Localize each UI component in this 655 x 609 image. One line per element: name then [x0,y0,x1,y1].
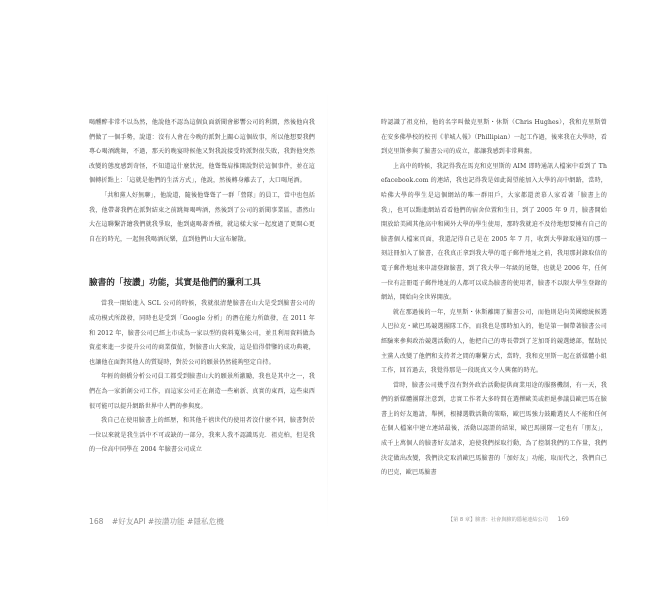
footer-tags: #好友API #按讚功能 #隱私危機 [111,517,224,526]
page-number: 169 [557,516,569,523]
paragraph: 時認識了祖克柏，他的名字叫做克里斯・休斯（Chris Hughes），我和克里斯曾在安多佛學校的校刊《菲城人報》（Phillipian）一起工作過，後來我在大學時，看到克里斯參與了臉書公司的成立，都讓我感到非常興奮。 [381,119,607,156]
paragraph: 當我一開始進入 SCL 公司的時候，我就很清楚臉書在山大是受到臉書公司的成功模式所啟發，同時也是受到「Google 分析」的潛在能力所啟發，在 2011 年和 2012 年，臉書公司已經上市成為一家以型的資料蒐集公司，並且利用資料做為資產來進一步提升公司的商業價值，對臉書山大來說，這是值得借鑒的成功典範，也讓他在面對其他人的質疑時，對於公司的願景仍然能夠堅定自持。 [89,300,315,366]
paragraph: 「共和黨人好無聊」，他說道，隨後他聳聳了一群「營隊」的員工，當中也包括我，他帶著我們在派對結束之前跳舞喝啤酒，然後到了公司的新聞事業區，盡然山大在這聯繫許繪我們就我爭取，他到處喝著香檳，就這樣大家一起度過了更開心更自在的時光，一起無我喝酒玩樂，直到他們山大宣布解散。 [89,191,315,243]
left-page [89,116,315,458]
section-spacer [89,247,315,261]
paragraph: 我自己在使用臉書上的經歷，和其他千禧世代的使用者沒什麼不同，臉書對於一位以來就是我生活中不可或缺的一部分，我來人我不認識馬克．祖克柏，但是我的一位高中同學在 2004 年臉書公司成立 [89,417,315,454]
page-gutter [327,90,328,530]
paragraph: 上高中的時候，我記得我在馬克和克里斯的 AIM 即時通訊人檔案中看到了 Thefacebook.com 的連結，我也記得我是如此渴望能加入大學的高中網路，當時，哈佛大學的學生是這個網站的唯一群用戶，大家都還羨慕人家看著「臉書上的我」，也可以點進網站看看他們的宿舍位置和生日，到了 2005 年 9 月，臉書開始開放給美國其他高中和國外大學的學生使用，那時我就迫不及待地想要擁有自己的臉書個人檔案頁面，我還記得自己是在 2005 年 7 月，收到大學錄取通知的那一刻註冊加入了臉書，在我真正拿到我大學的電子郵件地址之前，我用那封錄取信的電子郵件地址來申請登錄臉書，到了我大學一年級的尾聲，也就是 2006 年，任何一位有註冊電子郵件地址的人都可以成為臉書的使用者，臉書不以限大學生登錄的網站，開始向全世界開放。 [381,162,607,302]
paragraph: 就在那過後的一年，克里斯・休斯離開了臉書公司，而他則是向美國總統候選人巴拉克・歐巴馬競選團隊工作，而我也是那時加入的，他是第一個帶著臉書公司經驗來參與政治競選活動的人，他把自己的專長帶到了芝加哥的競選總部，幫助民主黨人改變了他們和支持者之間的聯繫方式，當時，我和克里斯一起在新媒體小組工作，回首過去，我覺得那是一段既真又令人興奮的時光。 [381,308,607,375]
section-heading: 臉書的「按讚」功能，其實是他們的獵利工具 [89,278,261,289]
paragraph: 喝醺醉非常不以為然，他說他不認為這個負面新聞會影響公司的利潤，然後他向我們做了一個手勢，說道：沒有人會在今晚的派對上關心這個故事，所以他想要我們專心喝酒跳舞，不過，那天的晚宴時候他又對我說接受時派對很失敗，我對他突然改變的態度感到奇怪，不知道這什麼狀況，他聳聳肩推開說對於這個事件，並在這個轉折點上：「這就是他們的生活方式」，他說，然後轉身離去了，大口喝尾酒。 [89,119,315,185]
left-footer [89,516,224,527]
right-footer [448,516,569,523]
right-page [381,116,607,481]
chapter-title: 【第 8 章】臉書：社會與臉的隱秘連結公司 [447,517,548,523]
paragraph: 當時，臉書公司幾乎沒有對外政治活動提供商業用途的服務機制，有一天，我們的新媒體團隊注意到，忠實工作者大多時間在選擇歐美或拒絕參議員歐巴馬在臉書上的好友邀請，舉例，根據選戰活動的策略，歐巴馬強力鼓勵選民人不能和任何在個人檔案中建立連結最後，活動以認證的結果，歐巴馬團隊一定也有「朋友」，成千上萬個人的臉書好友請求，迫使我們採取行動，為了控制我們的工作量，我們決定做出改變，我們決定取消歐巴馬臉書的「加好友」功能，取而代之，我們自己的巴克，歐巴馬臉書 [381,381,607,477]
paragraph: 年輕的劍橋分析公司員工都受到臉書山大的願景所激勵，我也是其中之一，我們在為一家新創公司工作，而這家公司正在創造一些嶄新、真實的東西，這些東西很可能可以提升網路世界中人們的參與度。 [89,373,315,410]
page-number: 168 [89,517,104,526]
